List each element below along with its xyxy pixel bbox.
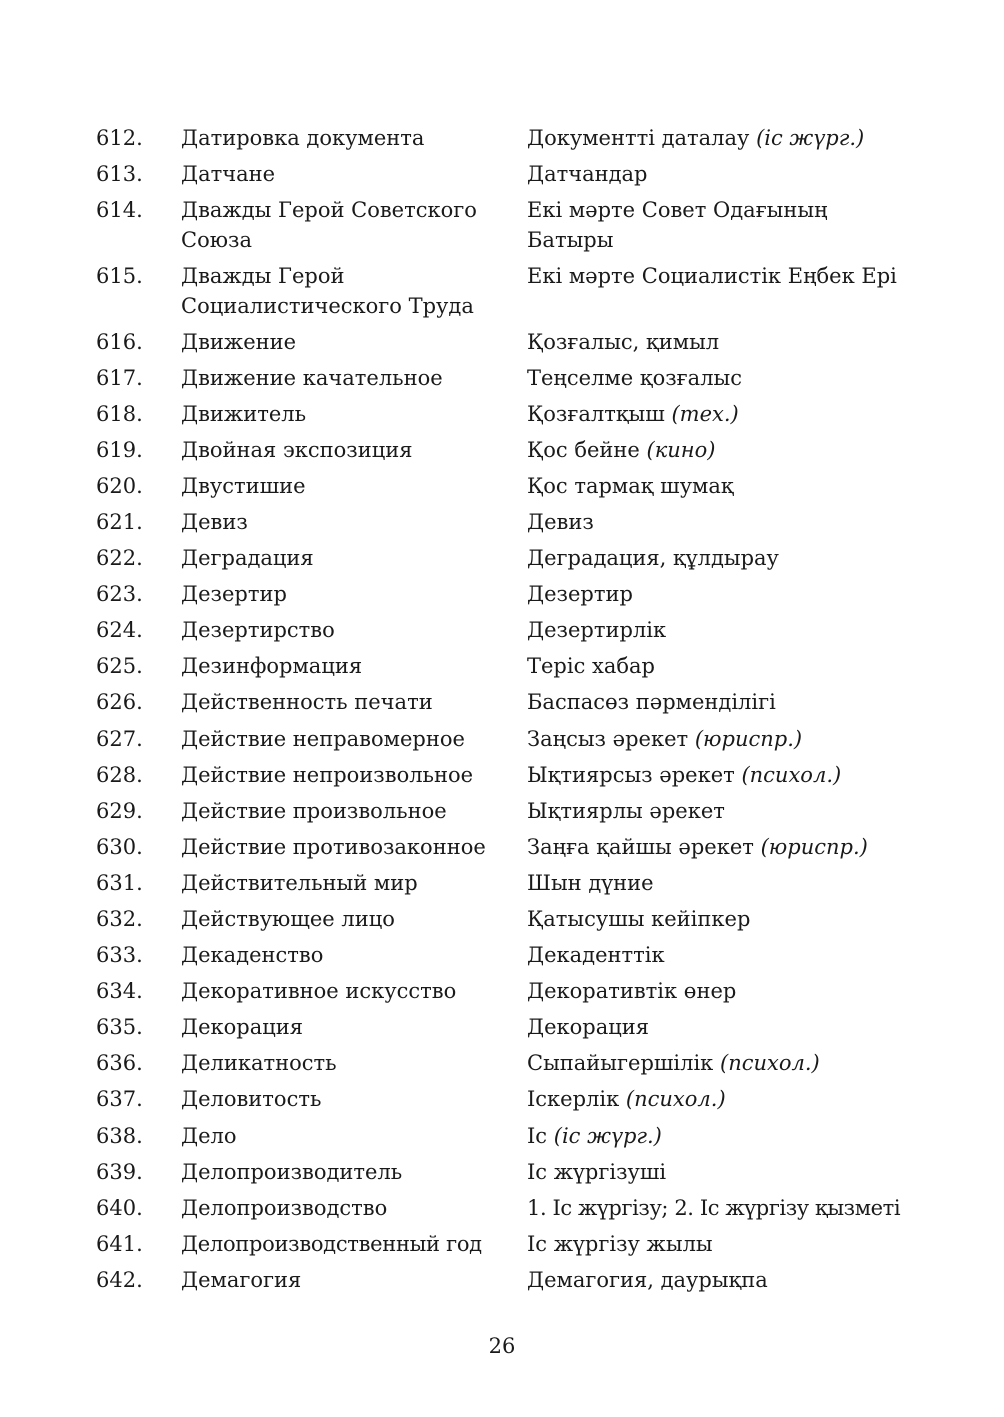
kazakh-term <box>527 832 947 862</box>
entry-number: 630. <box>96 835 143 859</box>
kazakh-term <box>527 760 947 790</box>
entry-number: 628. <box>96 763 143 787</box>
kazakh-term-text: Іс жүргізу жылы <box>527 1232 713 1256</box>
entry-number: 614. <box>96 198 143 222</box>
kazakh-term-text: Теріс хабар <box>527 654 655 678</box>
russian-term: Деликатность <box>181 1051 337 1075</box>
kazakh-term-text: Қозғалыс, қимыл <box>527 330 720 354</box>
russian-term: Двойная экспозиция <box>181 438 413 462</box>
kazakh-term <box>527 976 947 1006</box>
russian-term: Делопроизводитель <box>181 1160 403 1184</box>
russian-term: Деловитость <box>181 1087 322 1111</box>
entry-number: 616. <box>96 330 143 354</box>
kazakh-term-text: Документті даталау <box>527 126 750 150</box>
kazakh-term <box>527 1229 947 1259</box>
entry-number: 621. <box>96 510 143 534</box>
russian-term: Дело <box>181 1124 237 1148</box>
kazakh-term <box>527 363 947 393</box>
kazakh-term-text: Екі мәрте Совет Одағының Батыры <box>527 198 828 252</box>
russian-term: Делопроизводство <box>181 1196 388 1220</box>
kazakh-term-text: Декаденттік <box>527 943 665 967</box>
russian-term: Декаденство <box>181 943 324 967</box>
entry-number: 627. <box>96 727 143 751</box>
russian-term: Делопроизводственный год <box>181 1232 482 1256</box>
kazakh-term-text: Дезертир <box>527 582 633 606</box>
entry-number: 633. <box>96 943 143 967</box>
kazakh-term <box>527 615 947 645</box>
entry-number: 637. <box>96 1087 143 1111</box>
kazakh-term <box>527 1012 947 1042</box>
russian-term: Двустишие <box>181 474 306 498</box>
entry-number: 641. <box>96 1232 143 1256</box>
kazakh-term-text: Іс жүргізуші <box>527 1160 667 1184</box>
usage-note: (іс жүрг.) <box>553 1124 662 1148</box>
kazakh-term-text: Қос бейне <box>527 438 640 462</box>
kazakh-term-text: Іс <box>527 1124 548 1148</box>
russian-term: Деградация <box>181 546 314 570</box>
russian-term: Движение <box>181 330 297 354</box>
kazakh-term-text: Қатысушы кейіпкер <box>527 907 751 931</box>
kazakh-term <box>527 687 947 717</box>
russian-term: Действие произвольное <box>181 799 447 823</box>
kazakh-term <box>527 543 947 573</box>
kazakh-term-text: Іскерлік <box>527 1087 620 1111</box>
kazakh-term-text: Шын дүние <box>527 871 654 895</box>
kazakh-term <box>527 651 947 681</box>
russian-term: Датчане <box>181 162 276 186</box>
entry-number: 642. <box>96 1268 143 1292</box>
entry-number: 636. <box>96 1051 143 1075</box>
usage-note: (психол.) <box>625 1087 726 1111</box>
entry-number: 622. <box>96 546 143 570</box>
russian-term: Движитель <box>181 402 307 426</box>
kazakh-term <box>527 1084 947 1114</box>
russian-term: Дезинформация <box>181 654 363 678</box>
russian-term: Демагогия <box>181 1268 302 1292</box>
kazakh-term <box>527 1048 947 1078</box>
kazakh-term-text: Қозғалтқыш <box>527 402 665 426</box>
entry-number: 618. <box>96 402 143 426</box>
kazakh-term <box>527 195 867 255</box>
kazakh-term-text: Деградация, құлдырау <box>527 546 779 570</box>
entry-number: 635. <box>96 1015 143 1039</box>
kazakh-term-text: Датчандар <box>527 162 648 186</box>
kazakh-term-text: Ықтиярлы әрекет <box>527 799 725 823</box>
kazakh-term <box>527 1265 947 1295</box>
entry-number: 638. <box>96 1124 143 1148</box>
kazakh-term-text: Декоративтік өнер <box>527 979 737 1003</box>
entry-number: 624. <box>96 618 143 642</box>
kazakh-term-text: Ықтиярсыз әрекет <box>527 763 735 787</box>
entry-number: 620. <box>96 474 143 498</box>
kazakh-term <box>527 1121 947 1151</box>
kazakh-term-text: Сыпайыгершілік <box>527 1051 714 1075</box>
usage-note: (кино) <box>646 438 716 462</box>
kazakh-term-text: 1. Іс жүргізу; 2. Іс жүргізу қызметі <box>527 1196 901 1220</box>
russian-term: Декорация <box>181 1015 303 1039</box>
entry-number: 612. <box>96 126 143 150</box>
kazakh-term <box>527 123 947 153</box>
kazakh-term <box>527 261 947 291</box>
kazakh-term <box>527 1193 947 1223</box>
kazakh-term <box>527 1157 947 1187</box>
entry-number: 640. <box>96 1196 143 1220</box>
kazakh-term-text: Дезертирлік <box>527 618 667 642</box>
kazakh-term <box>527 940 947 970</box>
usage-note: (юриспр.) <box>694 727 803 751</box>
entry-number: 629. <box>96 799 143 823</box>
russian-term: Дважды Герой Социалистического Труда <box>181 264 474 318</box>
kazakh-term-text: Заңсыз әрекет <box>527 727 689 751</box>
kazakh-term <box>527 724 947 754</box>
page-number: 26 <box>488 1334 516 1358</box>
kazakh-term <box>527 399 947 429</box>
kazakh-term <box>527 435 947 465</box>
kazakh-term <box>527 159 947 189</box>
kazakh-term <box>527 579 947 609</box>
entry-number: 623. <box>96 582 143 606</box>
entry-number: 613. <box>96 162 143 186</box>
russian-term: Действующее лицо <box>181 907 395 931</box>
kazakh-term <box>527 327 947 357</box>
russian-term: Дважды Герой Советского Союза <box>181 198 477 252</box>
entry-number: 615. <box>96 264 143 288</box>
kazakh-term <box>527 904 947 934</box>
kazakh-term-text: Теңселме қозғалыс <box>527 366 743 390</box>
russian-term: Декоративное искусство <box>181 979 457 1003</box>
entry-number: 639. <box>96 1160 143 1184</box>
entry-number: 631. <box>96 871 143 895</box>
usage-note: (психол.) <box>720 1051 820 1075</box>
kazakh-term <box>527 796 947 826</box>
kazakh-term <box>527 471 947 501</box>
kazakh-term-text: Декорация <box>527 1015 649 1039</box>
usage-note: (іс жүрг.) <box>756 126 865 150</box>
russian-term: Действие непроизвольное <box>181 763 474 787</box>
kazakh-term-text: Демагогия, даурықпа <box>527 1268 768 1292</box>
russian-term: Дезертир <box>181 582 287 606</box>
kazakh-term-text: Баспасөз пәрменділігі <box>527 690 776 714</box>
kazakh-term-text: Заңға қайшы әрекет <box>527 835 754 859</box>
russian-term: Действенность печати <box>181 690 433 714</box>
russian-term: Движение качательное <box>181 366 443 390</box>
entry-number: 634. <box>96 979 143 1003</box>
kazakh-term <box>527 507 947 537</box>
kazakh-term-text: Екі мәрте Социалистік Еңбек Ері <box>527 264 897 288</box>
russian-term: Действие противозаконное <box>181 835 486 859</box>
usage-note: (тех.) <box>671 402 739 426</box>
kazakh-term <box>527 868 947 898</box>
entry-number: 625. <box>96 654 143 678</box>
entry-number: 619. <box>96 438 143 462</box>
russian-term: Действие неправомерное <box>181 727 465 751</box>
usage-note: (психол.) <box>741 763 842 787</box>
russian-term: Дезертирство <box>181 618 335 642</box>
russian-term: Девиз <box>181 510 248 534</box>
usage-note: (юриспр.) <box>760 835 868 859</box>
kazakh-term-text: Девиз <box>527 510 594 534</box>
entry-number: 617. <box>96 366 143 390</box>
entry-number: 626. <box>96 690 143 714</box>
entry-number: 632. <box>96 907 143 931</box>
kazakh-term-text: Қос тармақ шумақ <box>527 474 734 498</box>
russian-term: Действительный мир <box>181 871 418 895</box>
russian-term: Датировка документа <box>181 126 425 150</box>
